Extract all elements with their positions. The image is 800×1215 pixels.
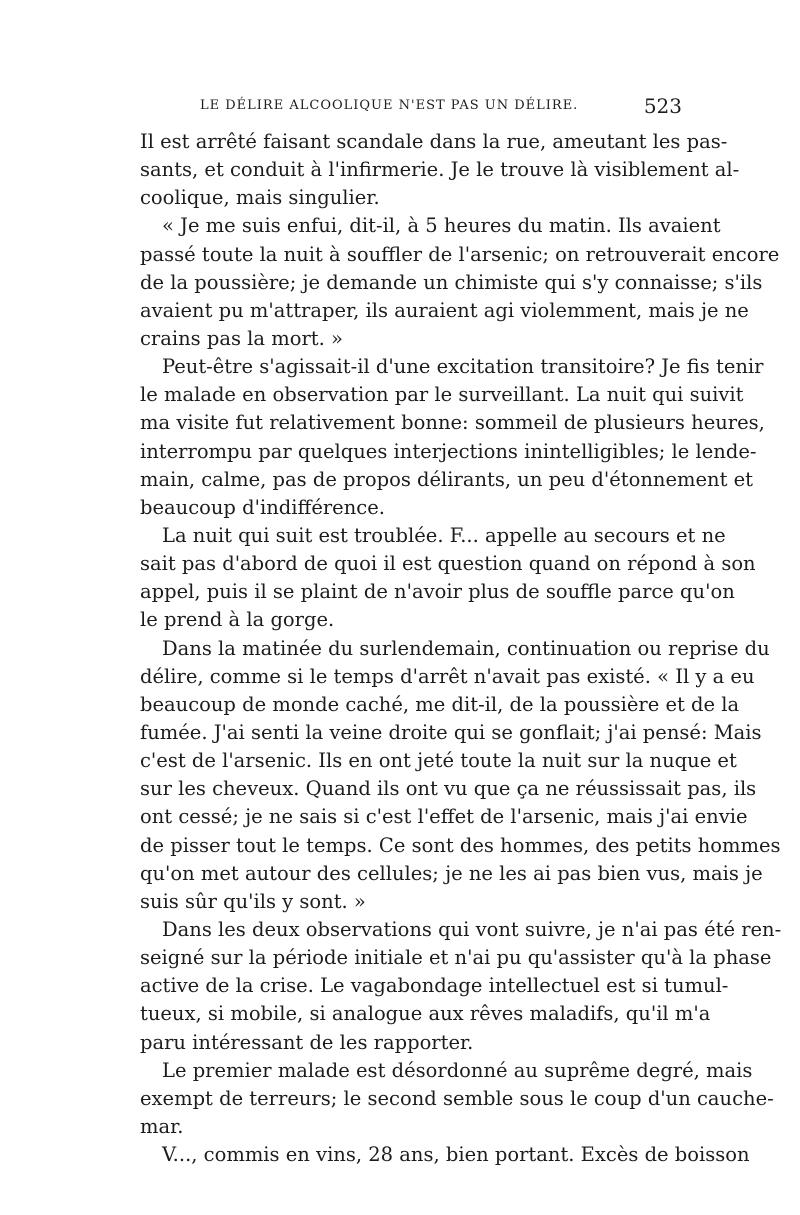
text-line: qu'on met autour des cellules; je ne les ai pas bien vus, mais je (140, 861, 763, 885)
text-line: La nuit qui suit est troublée. F... appelle au secours et ne (162, 523, 726, 547)
text-line: sait pas d'abord de quoi il est question quand on répond à son (140, 552, 756, 576)
text-line: sants, et conduit à l'infirmerie. Je le trouve là visiblement al- (140, 158, 740, 182)
text-line: le prend à la gorge. (140, 608, 335, 632)
text-line: de la poussière; je demande un chimiste qui s'y connaisse; s'ils (140, 270, 763, 294)
text-line: c'est de l'arsenic. Ils en ont jeté toute la nuit sur la nuque et (140, 749, 737, 773)
text-line: interrompu par quelques interjections inintelligibles; le lende- (140, 439, 757, 463)
text-line: suis sûr qu'ils y sont. » (140, 889, 366, 913)
text-line: beaucoup d'indifférence. (140, 495, 385, 519)
text-line: Dans les deux observations qui vont suivre, je n'ai pas été ren- (162, 917, 782, 941)
text-line: active de la crise. Le vagabondage intellectuel est si tumul- (140, 974, 729, 998)
text-line: coolique, mais singulier. (140, 186, 380, 210)
text-line: seigné sur la période initiale et n'ai pu qu'assister qu'à la phase (140, 946, 772, 970)
text-line: « Je me suis enfui, dit-il, à 5 heures du matin. Ils avaient (162, 214, 721, 238)
text-line: ont cessé; je ne sais si c'est l'effet de l'arsenic, mais j'ai envie (140, 805, 748, 829)
text-line: exempt de terreurs; le second semble sous le coup d'un cauche- (140, 1086, 774, 1110)
running-title: LE DÉLIRE ALCOOLIQUE N'EST PAS UN DÉLIRE. (200, 98, 579, 113)
text-line: avaient pu m'attraper, ils auraient agi violemment, mais je ne (140, 298, 749, 322)
text-line: beaucoup de monde caché, me dit-il, de la poussière et de la (140, 692, 740, 716)
text-line: V..., commis en vins, 28 ans, bien portant. Excès de boisson (162, 1143, 750, 1167)
text-line: crains pas la mort. » (140, 326, 343, 350)
text-line: mar. (140, 1114, 184, 1138)
text-line: tueux, si mobile, si analogue aux rêves maladifs, qu'il m'a (140, 1002, 711, 1026)
text-line: ma visite fut relativement bonne: sommeil de plusieurs heures, (140, 411, 765, 435)
text-line: délire, comme si le temps d'arrêt n'avait pas existé. « Il y a eu (140, 664, 755, 688)
text-line: fumée. J'ai senti la veine droite qui se gonflait; j'ai pensé: Mais (140, 720, 762, 744)
page-number: 523 (643, 94, 682, 118)
body-text (140, 128, 782, 1169)
text-line: appel, puis il se plaint de n'avoir plus de souffle parce qu'on (140, 580, 735, 604)
text-line: Le premier malade est désordonné au suprême degré, mais (162, 1058, 753, 1082)
text-line: sur les cheveux. Quand ils ont vu que ça ne réussissait pas, ils (140, 777, 757, 801)
text-line: passé toute la nuit à souffler de l'arsenic; on retrouverait encore (140, 242, 780, 266)
running-header (140, 94, 682, 118)
text-line: main, calme, pas de propos délirants, un peu d'étonnement et (140, 467, 753, 491)
text-line: paru intéressant de les rapporter. (140, 1030, 474, 1054)
text-line: de pisser tout le temps. Ce sont des hommes, des petits hommes (140, 833, 781, 857)
text-line: Peut-être s'agissait-il d'une excitation transitoire? Je fis tenir (162, 355, 764, 379)
text-line: Il est arrêté faisant scandale dans la rue, ameutant les pas- (140, 130, 728, 153)
text-line: Dans la matinée du surlendemain, continuation ou reprise du (162, 636, 770, 660)
text-line: le malade en observation par le surveillant. La nuit qui suivit (140, 383, 744, 407)
